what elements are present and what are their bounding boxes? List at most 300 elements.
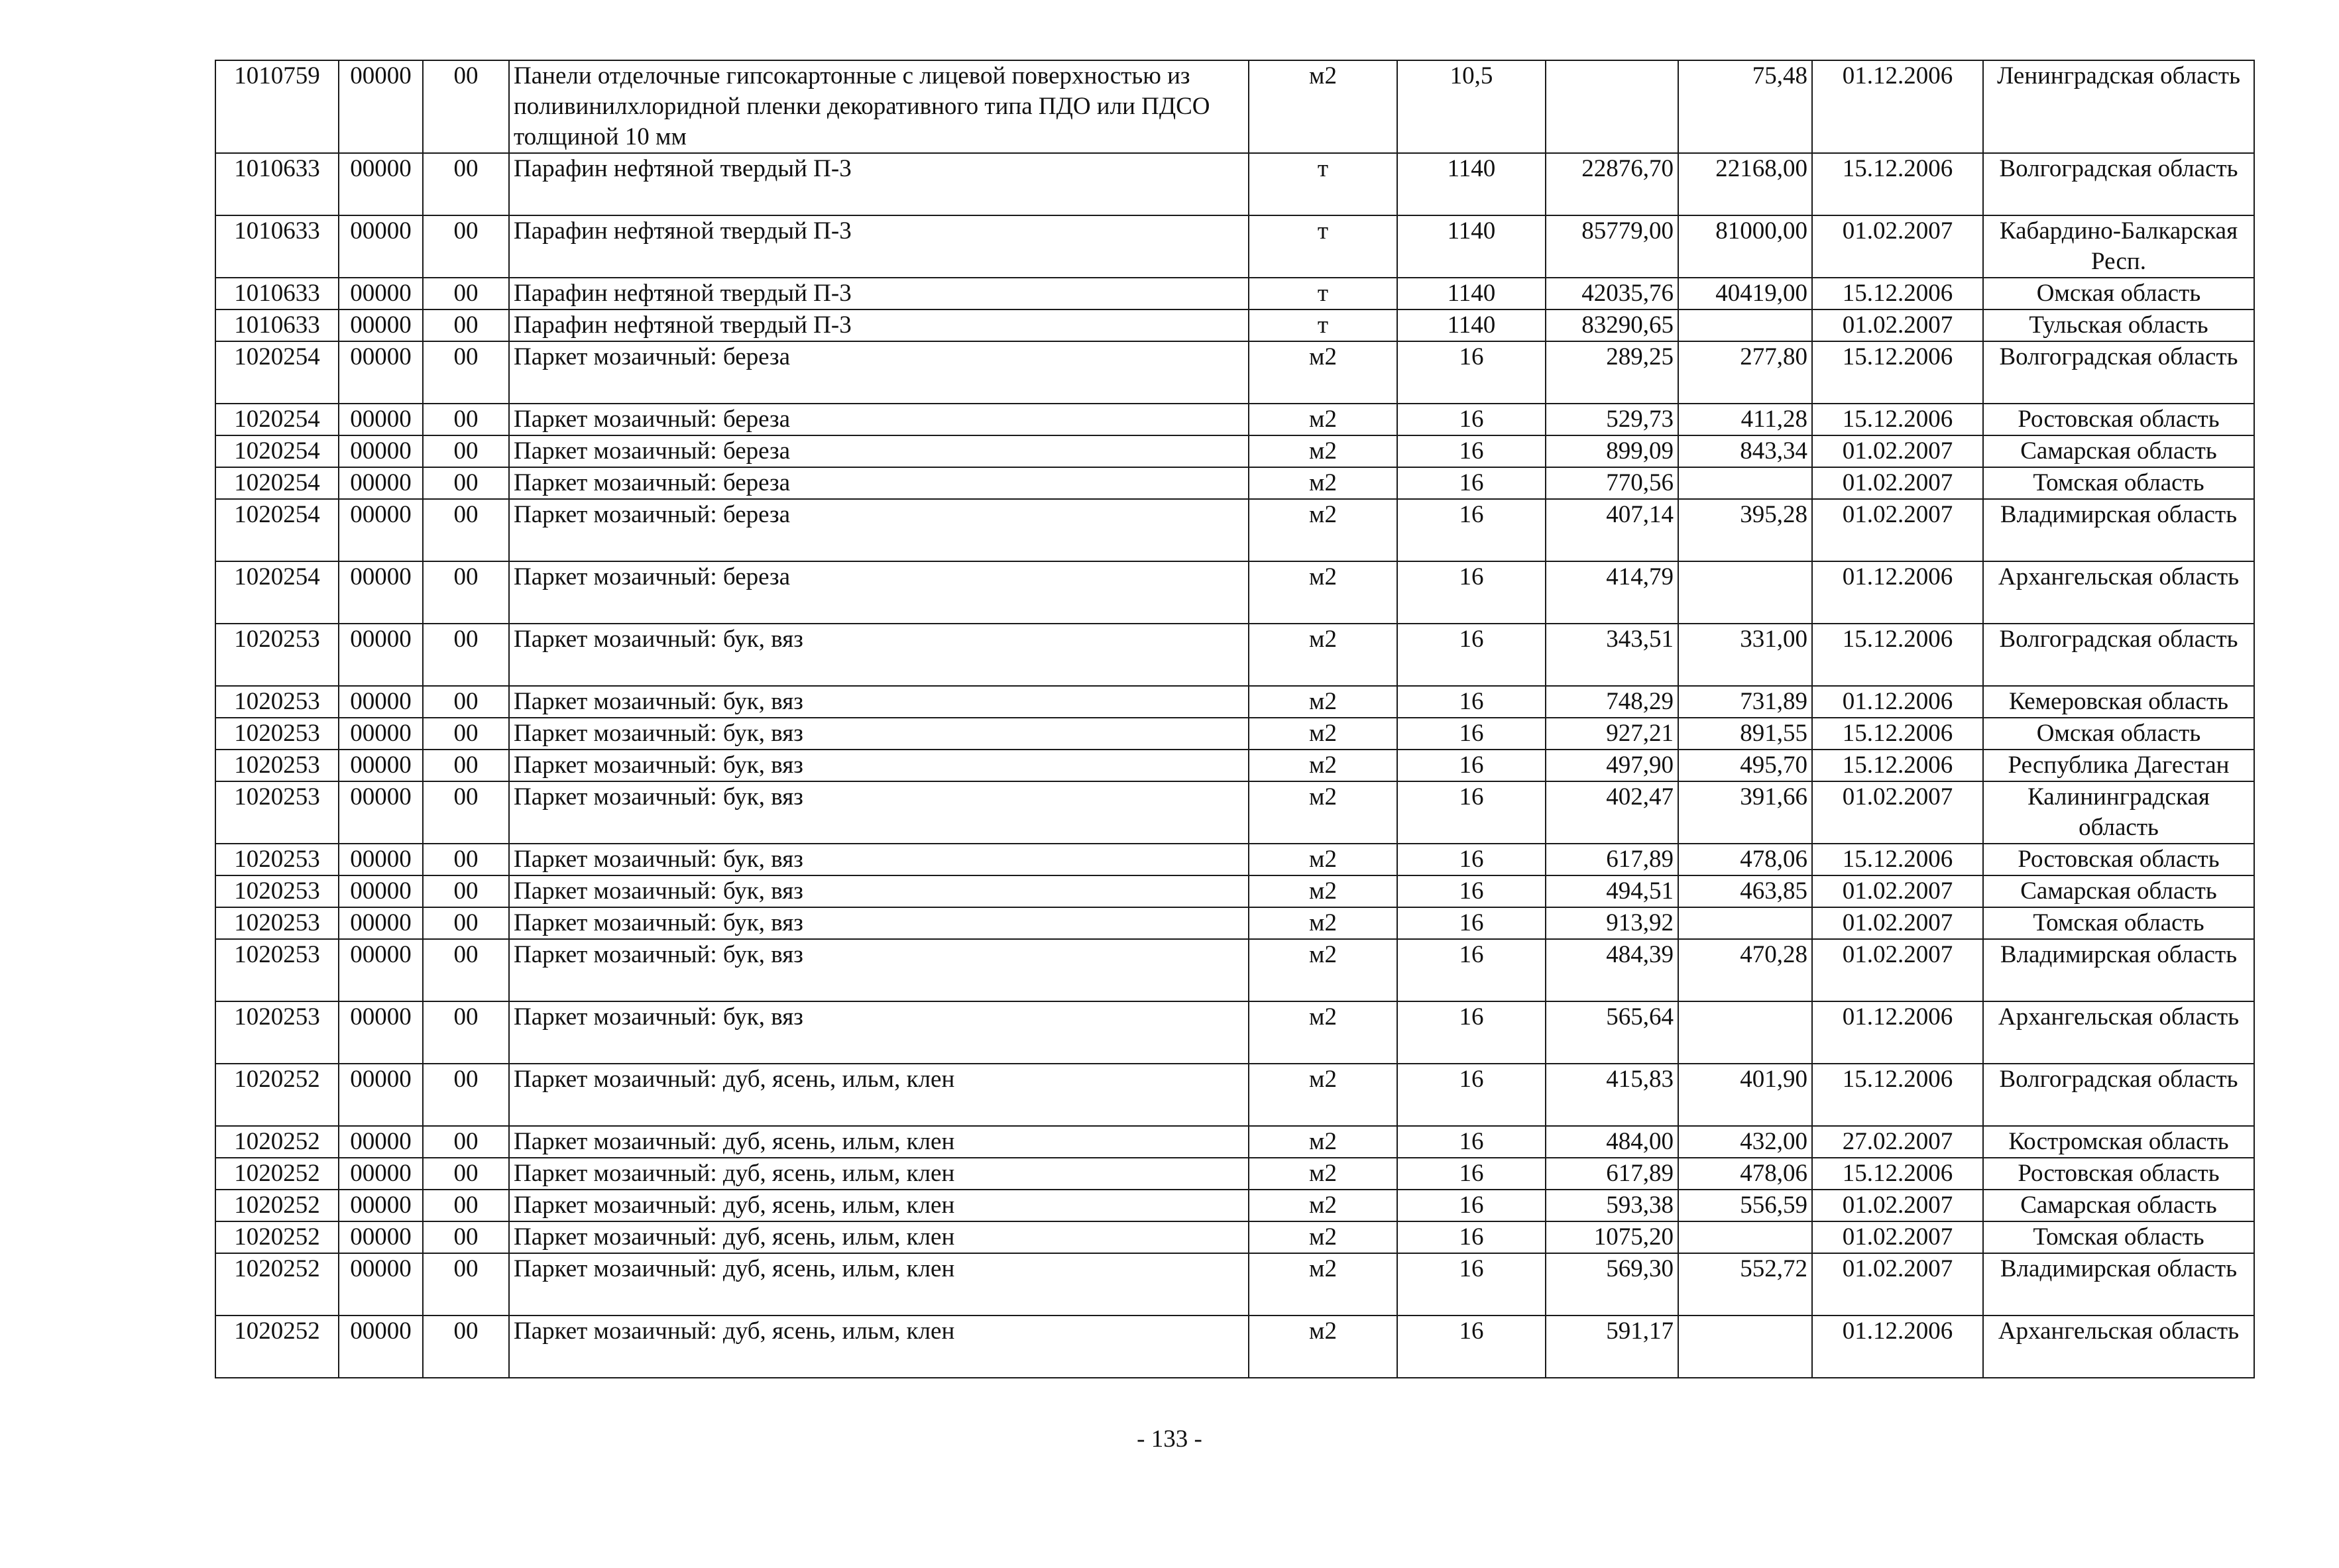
table-row	[215, 718, 2254, 750]
date-cell: 01.02.2007	[1812, 907, 1983, 939]
date-cell: 01.02.2007	[1812, 467, 1983, 499]
table-row	[215, 1190, 2254, 1221]
material-name-cell: Парафин нефтяной твердый П-3	[509, 278, 1249, 309]
modifier-cell: 00	[423, 60, 509, 153]
date-cell: 01.02.2007	[1812, 435, 1983, 467]
modifier-cell: 00	[423, 939, 509, 1001]
table-row	[215, 153, 2254, 215]
table-row	[215, 309, 2254, 341]
subcode-cell: 00000	[339, 278, 423, 309]
material-name-cell: Парафин нефтяной твердый П-3	[509, 215, 1249, 278]
subcode-cell: 00000	[339, 1126, 423, 1158]
region-cell: Тульская область	[1983, 309, 2254, 341]
unit-cell: м2	[1249, 844, 1397, 875]
modifier-cell: 00	[423, 153, 509, 215]
modifier-cell: 00	[423, 875, 509, 907]
subcode-cell: 00000	[339, 939, 423, 1001]
date-cell: 01.12.2006	[1812, 561, 1983, 624]
material-name-cell: Паркет мозаичный: дуб, ясень, ильм, клен	[509, 1158, 1249, 1190]
table-row	[215, 1253, 2254, 1316]
subcode-cell: 00000	[339, 718, 423, 750]
modifier-cell: 00	[423, 750, 509, 781]
price-1-cell: 494,51	[1546, 875, 1678, 907]
date-cell: 01.12.2006	[1812, 60, 1983, 153]
price-1-cell: 484,00	[1546, 1126, 1678, 1158]
modifier-cell: 00	[423, 404, 509, 435]
price-2-cell: 401,90	[1678, 1064, 1812, 1126]
price-2-cell: 463,85	[1678, 875, 1812, 907]
region-cell: Ростовская область	[1983, 404, 2254, 435]
quantity-cell: 16	[1397, 341, 1546, 404]
quantity-cell: 16	[1397, 1064, 1546, 1126]
region-cell: Архангельская область	[1983, 1316, 2254, 1378]
modifier-cell: 00	[423, 435, 509, 467]
unit-cell: м2	[1249, 1316, 1397, 1378]
material-name-cell: Паркет мозаичный: береза	[509, 435, 1249, 467]
table-row	[215, 561, 2254, 624]
date-cell: 01.02.2007	[1812, 499, 1983, 561]
modifier-cell: 00	[423, 1158, 509, 1190]
table-row	[215, 939, 2254, 1001]
code-cell: 1020253	[215, 718, 339, 750]
date-cell: 01.02.2007	[1812, 309, 1983, 341]
subcode-cell: 00000	[339, 561, 423, 624]
price-2-cell	[1678, 1316, 1812, 1378]
price-1-cell: 529,73	[1546, 404, 1678, 435]
modifier-cell: 00	[423, 1253, 509, 1316]
subcode-cell: 00000	[339, 875, 423, 907]
region-cell: Владимирская область	[1983, 939, 2254, 1001]
region-cell: Волгоградская область	[1983, 1064, 2254, 1126]
price-2-cell: 891,55	[1678, 718, 1812, 750]
price-1-cell: 927,21	[1546, 718, 1678, 750]
date-cell: 15.12.2006	[1812, 404, 1983, 435]
material-name-cell: Паркет мозаичный: береза	[509, 467, 1249, 499]
date-cell: 15.12.2006	[1812, 1158, 1983, 1190]
code-cell: 1020253	[215, 939, 339, 1001]
code-cell: 1020253	[215, 686, 339, 718]
unit-cell: м2	[1249, 686, 1397, 718]
price-2-cell: 395,28	[1678, 499, 1812, 561]
region-cell: Ростовская область	[1983, 1158, 2254, 1190]
unit-cell: м2	[1249, 907, 1397, 939]
subcode-cell: 00000	[339, 844, 423, 875]
subcode-cell: 00000	[339, 215, 423, 278]
modifier-cell: 00	[423, 1064, 509, 1126]
price-1-cell: 484,39	[1546, 939, 1678, 1001]
modifier-cell: 00	[423, 1221, 509, 1253]
region-cell: Самарская область	[1983, 875, 2254, 907]
price-2-cell: 22168,00	[1678, 153, 1812, 215]
quantity-cell: 16	[1397, 404, 1546, 435]
date-cell: 01.12.2006	[1812, 1001, 1983, 1064]
date-cell: 01.02.2007	[1812, 781, 1983, 844]
date-cell: 15.12.2006	[1812, 153, 1983, 215]
quantity-cell: 16	[1397, 1221, 1546, 1253]
date-cell: 01.02.2007	[1812, 1253, 1983, 1316]
table-row	[215, 781, 2254, 844]
price-2-cell: 495,70	[1678, 750, 1812, 781]
table-row	[215, 278, 2254, 309]
region-cell: Владимирская область	[1983, 1253, 2254, 1316]
region-cell: Омская область	[1983, 718, 2254, 750]
table-row	[215, 499, 2254, 561]
table-row	[215, 467, 2254, 499]
modifier-cell: 00	[423, 907, 509, 939]
unit-cell: м2	[1249, 939, 1397, 1001]
quantity-cell: 1140	[1397, 153, 1546, 215]
code-cell: 1020253	[215, 750, 339, 781]
code-cell: 1020253	[215, 624, 339, 686]
code-cell: 1020252	[215, 1221, 339, 1253]
code-cell: 1020254	[215, 561, 339, 624]
modifier-cell: 00	[423, 624, 509, 686]
material-name-cell: Паркет мозаичный: бук, вяз	[509, 686, 1249, 718]
subcode-cell: 00000	[339, 499, 423, 561]
date-cell: 15.12.2006	[1812, 718, 1983, 750]
price-1-cell: 913,92	[1546, 907, 1678, 939]
price-2-cell: 331,00	[1678, 624, 1812, 686]
unit-cell: м2	[1249, 467, 1397, 499]
date-cell: 15.12.2006	[1812, 278, 1983, 309]
modifier-cell: 00	[423, 1190, 509, 1221]
quantity-cell: 16	[1397, 1126, 1546, 1158]
code-cell: 1020254	[215, 467, 339, 499]
subcode-cell: 00000	[339, 686, 423, 718]
price-2-cell: 478,06	[1678, 1158, 1812, 1190]
price-2-cell	[1678, 467, 1812, 499]
date-cell: 01.02.2007	[1812, 939, 1983, 1001]
modifier-cell: 00	[423, 1316, 509, 1378]
subcode-cell: 00000	[339, 1190, 423, 1221]
region-cell: Томская область	[1983, 467, 2254, 499]
region-cell: Омская область	[1983, 278, 2254, 309]
material-name-cell: Паркет мозаичный: дуб, ясень, ильм, клен	[509, 1126, 1249, 1158]
price-1-cell: 591,17	[1546, 1316, 1678, 1378]
unit-cell: м2	[1249, 1126, 1397, 1158]
quantity-cell: 16	[1397, 907, 1546, 939]
material-name-cell: Паркет мозаичный: дуб, ясень, ильм, клен	[509, 1190, 1249, 1221]
code-cell: 1020253	[215, 1001, 339, 1064]
subcode-cell: 00000	[339, 907, 423, 939]
date-cell: 01.12.2006	[1812, 686, 1983, 718]
material-name-cell: Парафин нефтяной твердый П-3	[509, 309, 1249, 341]
date-cell: 15.12.2006	[1812, 750, 1983, 781]
quantity-cell: 1140	[1397, 278, 1546, 309]
region-cell: Ленинградская область	[1983, 60, 2254, 153]
subcode-cell: 00000	[339, 624, 423, 686]
quantity-cell: 16	[1397, 686, 1546, 718]
table-row	[215, 1221, 2254, 1253]
table-row	[215, 60, 2254, 153]
price-1-cell: 899,09	[1546, 435, 1678, 467]
date-cell: 01.12.2006	[1812, 1316, 1983, 1378]
region-cell: Самарская область	[1983, 435, 2254, 467]
unit-cell: м2	[1249, 1064, 1397, 1126]
code-cell: 1020252	[215, 1253, 339, 1316]
quantity-cell: 10,5	[1397, 60, 1546, 153]
quantity-cell: 16	[1397, 844, 1546, 875]
subcode-cell: 00000	[339, 435, 423, 467]
region-cell: Владимирская область	[1983, 499, 2254, 561]
price-2-cell: 40419,00	[1678, 278, 1812, 309]
price-2-cell: 731,89	[1678, 686, 1812, 718]
price-table	[215, 60, 2255, 1378]
region-cell: Калининградская область	[1983, 781, 2254, 844]
quantity-cell: 16	[1397, 624, 1546, 686]
table-row	[215, 435, 2254, 467]
unit-cell: т	[1249, 309, 1397, 341]
material-name-cell: Паркет мозаичный: бук, вяз	[509, 1001, 1249, 1064]
unit-cell: м2	[1249, 1221, 1397, 1253]
subcode-cell: 00000	[339, 467, 423, 499]
price-1-cell: 617,89	[1546, 844, 1678, 875]
quantity-cell: 16	[1397, 718, 1546, 750]
table-row	[215, 907, 2254, 939]
table-body	[215, 60, 2254, 1378]
unit-cell: м2	[1249, 718, 1397, 750]
price-2-cell: 432,00	[1678, 1126, 1812, 1158]
price-1-cell: 497,90	[1546, 750, 1678, 781]
table-row	[215, 1316, 2254, 1378]
material-name-cell: Паркет мозаичный: бук, вяз	[509, 750, 1249, 781]
code-cell: 1020253	[215, 781, 339, 844]
region-cell: Самарская область	[1983, 1190, 2254, 1221]
region-cell: Архангельская область	[1983, 1001, 2254, 1064]
subcode-cell: 00000	[339, 1316, 423, 1378]
quantity-cell: 16	[1397, 435, 1546, 467]
table-row	[215, 875, 2254, 907]
price-1-cell: 343,51	[1546, 624, 1678, 686]
unit-cell: м2	[1249, 781, 1397, 844]
price-2-cell: 470,28	[1678, 939, 1812, 1001]
price-1-cell: 415,83	[1546, 1064, 1678, 1126]
price-2-cell: 81000,00	[1678, 215, 1812, 278]
price-1-cell: 85779,00	[1546, 215, 1678, 278]
code-cell: 1020254	[215, 499, 339, 561]
unit-cell: м2	[1249, 1001, 1397, 1064]
price-2-cell: 843,34	[1678, 435, 1812, 467]
price-1-cell: 42035,76	[1546, 278, 1678, 309]
date-cell: 27.02.2007	[1812, 1126, 1983, 1158]
price-1-cell: 83290,65	[1546, 309, 1678, 341]
unit-cell: м2	[1249, 404, 1397, 435]
material-name-cell: Парафин нефтяной твердый П-3	[509, 153, 1249, 215]
unit-cell: м2	[1249, 561, 1397, 624]
page-number: - 133 -	[1137, 1426, 1202, 1453]
date-cell: 01.02.2007	[1812, 875, 1983, 907]
subcode-cell: 00000	[339, 1158, 423, 1190]
price-1-cell: 407,14	[1546, 499, 1678, 561]
price-1-cell: 770,56	[1546, 467, 1678, 499]
unit-cell: т	[1249, 153, 1397, 215]
price-1-cell	[1546, 60, 1678, 153]
price-1-cell: 617,89	[1546, 1158, 1678, 1190]
region-cell: Республика Дагестан	[1983, 750, 2254, 781]
modifier-cell: 00	[423, 1001, 509, 1064]
unit-cell: м2	[1249, 1158, 1397, 1190]
price-2-cell: 277,80	[1678, 341, 1812, 404]
unit-cell: м2	[1249, 499, 1397, 561]
table-row	[215, 215, 2254, 278]
quantity-cell: 16	[1397, 875, 1546, 907]
table-row	[215, 686, 2254, 718]
table-row	[215, 404, 2254, 435]
table-row	[215, 1064, 2254, 1126]
quantity-cell: 1140	[1397, 215, 1546, 278]
region-cell: Кабардино-Балкарская Респ.	[1983, 215, 2254, 278]
date-cell: 15.12.2006	[1812, 844, 1983, 875]
price-2-cell: 75,48	[1678, 60, 1812, 153]
table-row	[215, 341, 2254, 404]
date-cell: 15.12.2006	[1812, 1064, 1983, 1126]
price-1-cell: 289,25	[1546, 341, 1678, 404]
subcode-cell: 00000	[339, 1064, 423, 1126]
region-cell: Архангельская область	[1983, 561, 2254, 624]
table-row	[215, 750, 2254, 781]
price-2-cell: 552,72	[1678, 1253, 1812, 1316]
material-name-cell: Паркет мозаичный: береза	[509, 499, 1249, 561]
price-2-cell: 411,28	[1678, 404, 1812, 435]
region-cell: Ростовская область	[1983, 844, 2254, 875]
price-2-cell: 556,59	[1678, 1190, 1812, 1221]
unit-cell: м2	[1249, 1253, 1397, 1316]
table-row	[215, 1158, 2254, 1190]
code-cell: 1020254	[215, 435, 339, 467]
quantity-cell: 16	[1397, 750, 1546, 781]
material-name-cell: Паркет мозаичный: бук, вяз	[509, 907, 1249, 939]
material-name-cell: Паркет мозаичный: бук, вяз	[509, 875, 1249, 907]
material-name-cell: Паркет мозаичный: бук, вяз	[509, 781, 1249, 844]
code-cell: 1020253	[215, 907, 339, 939]
quantity-cell: 16	[1397, 561, 1546, 624]
quantity-cell: 16	[1397, 1158, 1546, 1190]
unit-cell: м2	[1249, 341, 1397, 404]
date-cell: 15.12.2006	[1812, 624, 1983, 686]
code-cell: 1020252	[215, 1316, 339, 1378]
unit-cell: м2	[1249, 60, 1397, 153]
unit-cell: м2	[1249, 624, 1397, 686]
price-1-cell: 22876,70	[1546, 153, 1678, 215]
modifier-cell: 00	[423, 467, 509, 499]
quantity-cell: 1140	[1397, 309, 1546, 341]
subcode-cell: 00000	[339, 404, 423, 435]
quantity-cell: 16	[1397, 1190, 1546, 1221]
region-cell: Кемеровская область	[1983, 686, 2254, 718]
code-cell: 1010633	[215, 278, 339, 309]
table-row	[215, 1126, 2254, 1158]
price-2-cell	[1678, 907, 1812, 939]
unit-cell: м2	[1249, 750, 1397, 781]
region-cell: Волгоградская область	[1983, 153, 2254, 215]
code-cell: 1020252	[215, 1126, 339, 1158]
subcode-cell: 00000	[339, 309, 423, 341]
code-cell: 1020253	[215, 844, 339, 875]
quantity-cell: 16	[1397, 1001, 1546, 1064]
material-name-cell: Паркет мозаичный: дуб, ясень, ильм, клен	[509, 1316, 1249, 1378]
modifier-cell: 00	[423, 1126, 509, 1158]
code-cell: 1020254	[215, 341, 339, 404]
modifier-cell: 00	[423, 499, 509, 561]
quantity-cell: 16	[1397, 939, 1546, 1001]
quantity-cell: 16	[1397, 467, 1546, 499]
price-1-cell: 402,47	[1546, 781, 1678, 844]
material-name-cell: Паркет мозаичный: бук, вяз	[509, 624, 1249, 686]
modifier-cell: 00	[423, 278, 509, 309]
quantity-cell: 16	[1397, 499, 1546, 561]
code-cell: 1020254	[215, 404, 339, 435]
price-1-cell: 1075,20	[1546, 1221, 1678, 1253]
material-name-cell: Паркет мозаичный: дуб, ясень, ильм, клен	[509, 1064, 1249, 1126]
region-cell: Волгоградская область	[1983, 341, 2254, 404]
unit-cell: м2	[1249, 1190, 1397, 1221]
subcode-cell: 00000	[339, 781, 423, 844]
table-row	[215, 844, 2254, 875]
modifier-cell: 00	[423, 309, 509, 341]
material-name-cell: Паркет мозаичный: бук, вяз	[509, 718, 1249, 750]
modifier-cell: 00	[423, 215, 509, 278]
date-cell: 15.12.2006	[1812, 341, 1983, 404]
material-name-cell: Паркет мозаичный: береза	[509, 561, 1249, 624]
price-2-cell	[1678, 1221, 1812, 1253]
date-cell: 01.02.2007	[1812, 215, 1983, 278]
unit-cell: м2	[1249, 435, 1397, 467]
material-name-cell: Паркет мозаичный: дуб, ясень, ильм, клен	[509, 1221, 1249, 1253]
price-1-cell: 748,29	[1546, 686, 1678, 718]
unit-cell: м2	[1249, 875, 1397, 907]
price-1-cell: 593,38	[1546, 1190, 1678, 1221]
modifier-cell: 00	[423, 686, 509, 718]
price-1-cell: 569,30	[1546, 1253, 1678, 1316]
date-cell: 01.02.2007	[1812, 1221, 1983, 1253]
region-cell: Томская область	[1983, 1221, 2254, 1253]
quantity-cell: 16	[1397, 1316, 1546, 1378]
date-cell: 01.02.2007	[1812, 1190, 1983, 1221]
price-2-cell: 391,66	[1678, 781, 1812, 844]
unit-cell: т	[1249, 278, 1397, 309]
code-cell: 1010759	[215, 60, 339, 153]
material-name-cell: Паркет мозаичный: бук, вяз	[509, 939, 1249, 1001]
subcode-cell: 00000	[339, 60, 423, 153]
code-cell: 1010633	[215, 215, 339, 278]
subcode-cell: 00000	[339, 341, 423, 404]
modifier-cell: 00	[423, 341, 509, 404]
material-name-cell: Паркет мозаичный: береза	[509, 404, 1249, 435]
modifier-cell: 00	[423, 561, 509, 624]
subcode-cell: 00000	[339, 1253, 423, 1316]
subcode-cell: 00000	[339, 153, 423, 215]
code-cell: 1020252	[215, 1158, 339, 1190]
material-name-cell: Паркет мозаичный: дуб, ясень, ильм, клен	[509, 1253, 1249, 1316]
code-cell: 1020252	[215, 1064, 339, 1126]
code-cell: 1020253	[215, 875, 339, 907]
price-1-cell: 565,64	[1546, 1001, 1678, 1064]
table-row	[215, 624, 2254, 686]
price-1-cell: 414,79	[1546, 561, 1678, 624]
unit-cell: т	[1249, 215, 1397, 278]
material-name-cell: Панели отделочные гипсокартонные с лицевой поверхностью из поливинилхлоридной пленки декоративного типа ПДО или ПДСО толщиной 10 мм	[509, 60, 1249, 153]
price-2-cell	[1678, 561, 1812, 624]
price-2-cell	[1678, 309, 1812, 341]
material-name-cell: Паркет мозаичный: береза	[509, 341, 1249, 404]
material-name-cell: Паркет мозаичный: бук, вяз	[509, 844, 1249, 875]
modifier-cell: 00	[423, 844, 509, 875]
region-cell: Костромская область	[1983, 1126, 2254, 1158]
code-cell: 1010633	[215, 153, 339, 215]
region-cell: Томская область	[1983, 907, 2254, 939]
quantity-cell: 16	[1397, 1253, 1546, 1316]
code-cell: 1020252	[215, 1190, 339, 1221]
